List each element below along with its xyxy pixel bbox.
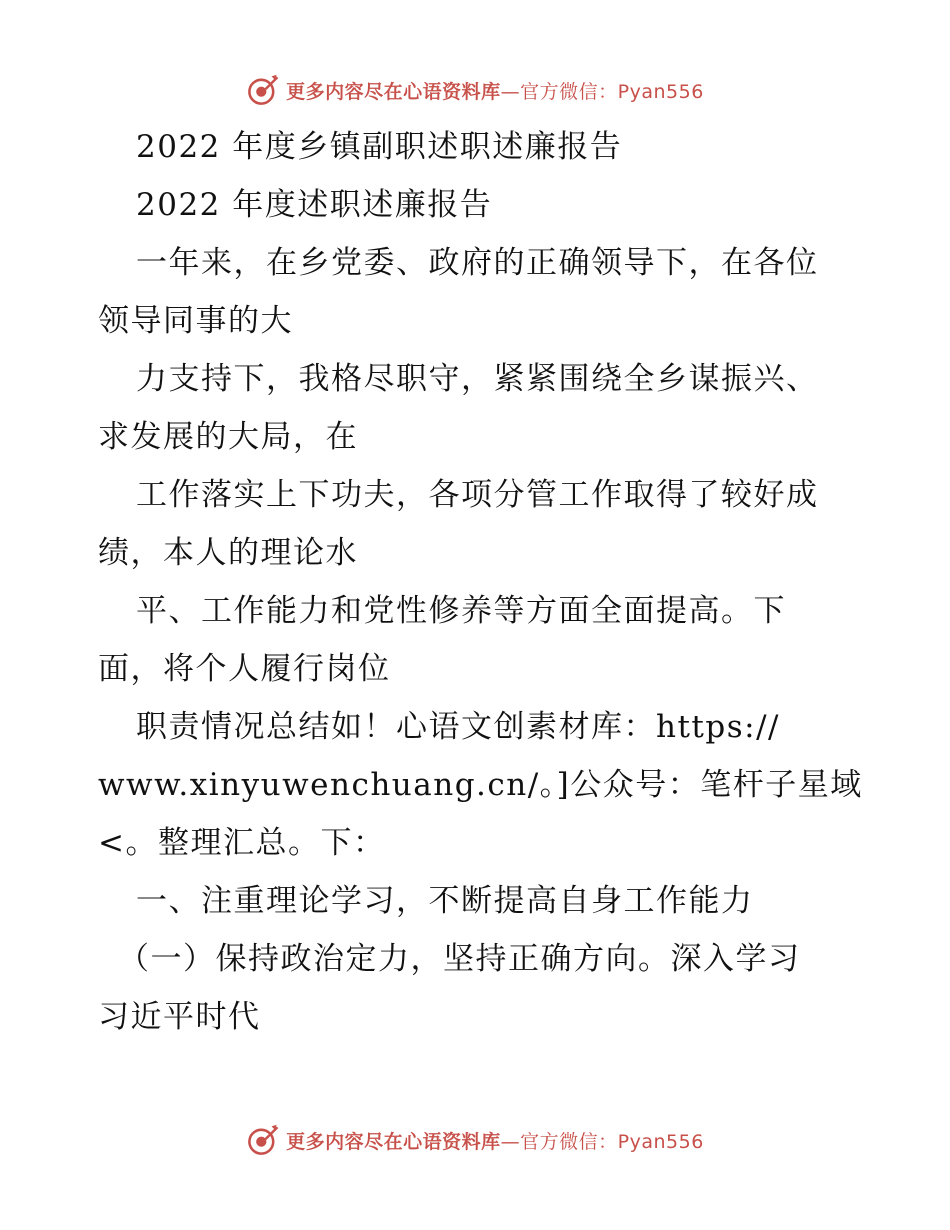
- paragraph-line: <。整理汇总。下：: [98, 825, 386, 861]
- subsection-heading: （一）保持政治定力，坚持正确方向。深入学习: [118, 941, 801, 977]
- paragraph-line: 平、工作能力和党性修养等方面全面提高。下: [136, 593, 786, 629]
- banner-inner: [246, 73, 704, 107]
- document-title: 2022 年度乡镇副职述职述廉报告: [136, 129, 623, 165]
- document-subtitle: 2022 年度述职述廉报告: [136, 187, 493, 223]
- banner-text: [286, 1127, 704, 1154]
- paragraph-line: 职责情况总结如！心语文创素材库：https://: [136, 709, 780, 745]
- paragraph-line: 绩，本人的理论水: [98, 535, 358, 571]
- banner-dash: —: [500, 1130, 521, 1153]
- banner-brand: 更多内容尽在心语资料库: [286, 80, 501, 103]
- banner-text: [286, 77, 704, 104]
- header-banner: [0, 70, 950, 110]
- section-heading: 一、注重理论学习，不断提高自身工作能力: [136, 883, 754, 919]
- banner-brand: 更多内容尽在心语资料库: [286, 1130, 501, 1153]
- paragraph-line: 领导同事的大: [98, 303, 293, 339]
- banner-inner: [246, 1123, 704, 1157]
- pen-logo-icon: [246, 1123, 280, 1157]
- banner-dash: —: [500, 80, 521, 103]
- paragraph-line: 求发展的大局，在: [98, 419, 358, 455]
- paragraph-line: 工作落实上下功夫，各项分管工作取得了较好成: [136, 477, 819, 513]
- paragraph-line: 力支持下，我格尽职守，紧紧围绕全乡谋振兴、: [136, 361, 819, 397]
- pen-logo-icon: [246, 73, 280, 107]
- paragraph-line: www.xinyuwenchuang.cn/。]公众号：笔杆子星域: [98, 767, 863, 803]
- banner-contact: 官方微信：Pyan556: [520, 1130, 704, 1153]
- banner-contact: 官方微信：Pyan556: [520, 80, 704, 103]
- footer-banner: [0, 1120, 950, 1160]
- paragraph-line: 面，将个人履行岗位: [98, 651, 391, 687]
- paragraph-line: 习近平时代: [98, 999, 261, 1035]
- paragraph-line: 一年来，在乡党委、政府的正确领导下，在各位: [136, 245, 819, 281]
